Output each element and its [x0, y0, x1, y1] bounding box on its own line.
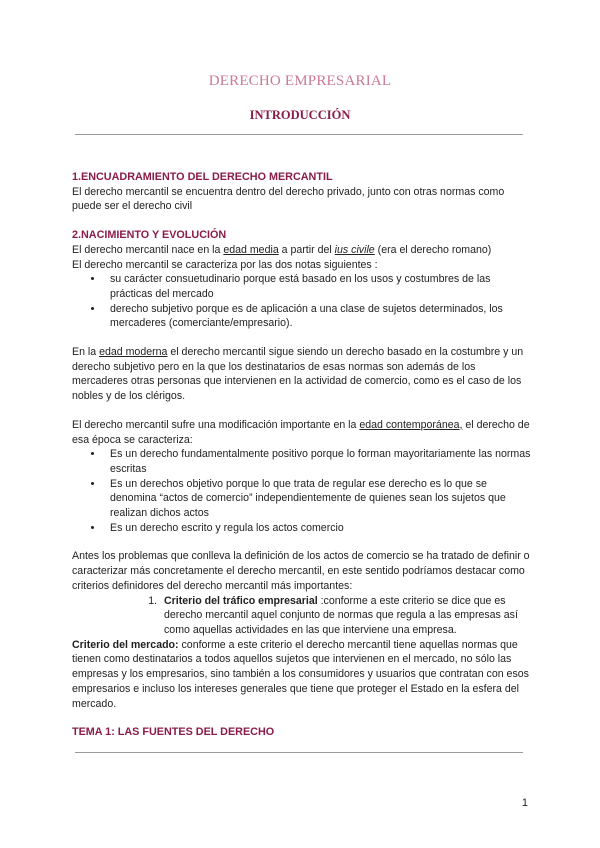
text-run: En la [72, 346, 100, 359]
criterion-label: Criterio del mercado: [72, 638, 179, 651]
spacer [72, 711, 532, 725]
criterion-label: Criterio del tráfico empresarial [164, 594, 318, 607]
document-subtitle: INTRODUCCIÓN [249, 108, 351, 122]
list-item: • su carácter consuetudinario porque está basado en los usos y costumbres de las prácticas del mercado [104, 272, 532, 301]
list-item: • Es un derechos objetivo porque lo que trata de regular ese derecho es lo que se denomina “actos de comercio” independientemente de quienes sean los sujetos que realizan dichos actos [104, 477, 532, 521]
document-title: DERECHO EMPRESARIAL [208, 73, 392, 89]
spacer [72, 214, 532, 228]
section-1-text: El derecho mercantil se encuentra dentro del derecho privado, junto con otras normas como puede ser el derecho civil [72, 185, 505, 213]
document-body [72, 170, 532, 740]
section-2-line-1 [72, 243, 532, 258]
bullet-list-1 [72, 272, 532, 331]
underlined-term: edad moderna [99, 346, 168, 359]
list-item: • Es un derecho fundamentalmente positivo porque lo forman mayoritariamente las normas escritas [104, 447, 532, 476]
section-2-line-2: El derecho mercantil se caracteriza por las dos notas siguientes : [72, 258, 378, 271]
list-item [160, 594, 532, 638]
text-run: El derecho mercantil sufre una modificación importante en la [72, 418, 360, 431]
top-divider [75, 134, 523, 135]
tema-heading: TEMA 1: LAS FUENTES DEL DERECHO [72, 726, 275, 739]
bullet-list-2 [72, 447, 532, 535]
page-number: 1 [521, 797, 528, 809]
paragraph-edad-contemporanea [72, 418, 532, 447]
paragraph-criterios: Antes los problemas que conlleva la definición de los actos de comercio se ha tratado de definir o caracterizar más concretamente el derecho mercantil, en este sentido podríamos destacar como criterios definidores del derecho mercantil más importantes: [72, 550, 530, 592]
spacer [72, 404, 532, 418]
criterion-text: :conforme a este criterio se dice que es derecho mercantil aquel conjunto de normas que regula a las empresas así como aquellas actividades en las que interviene una empresa. [164, 594, 518, 636]
criterion-text: conforme a este criterio el derecho mercantil tiene aquellas normas que tienen como destinatarios a todos aquellos sujetos que intervienen en el mercado, no sólo las empresas y los empresarios, sino también a los consumidores y usuarios que contratan con esos empresarios e incluso los intereses generales que tiene que proteger el Estado en la esfera del mercado. [72, 638, 529, 710]
text-run: el derecho mercantil sigue siendo un derecho basado en la costumbre y un derecho subjetivo pero en la que los destinatarios de esas normas son además de los mercaderes otras personas que intervienen en la actividad de comercio, como es el caso de los nobles y de los clérigos. [72, 346, 524, 403]
spacer [72, 535, 532, 549]
text-run: el derecho de esa época se caracteriza: [72, 418, 530, 446]
underlined-term: edad contemporánea, [359, 418, 463, 431]
list-item: • derecho subjetivo porque es de aplicación a una clase de sujetos determinados, los mercaderes (comerciante/empresario). [104, 302, 532, 331]
list-item: • Es un derecho escrito y regula los actos comercio [104, 521, 532, 536]
italic-term: ius civile [334, 243, 375, 256]
paragraph-edad-moderna [72, 345, 532, 404]
section-heading-1: 1.ENCUADRAMIENTO DEL DERECHO MERCANTIL [72, 171, 333, 183]
text-run: El derecho mercantil nace en la [72, 243, 224, 256]
underlined-term: edad media [223, 243, 279, 256]
paragraph-criterio-mercado [72, 638, 532, 712]
text-run: (era el derecho romano) [374, 243, 492, 256]
numbered-list [72, 594, 532, 638]
bottom-divider [75, 752, 523, 753]
spacer [72, 331, 532, 345]
text-run: a partir del [278, 243, 335, 256]
section-heading-2: 2.NACIMIENTO Y EVOLUCIÓN [72, 229, 227, 242]
